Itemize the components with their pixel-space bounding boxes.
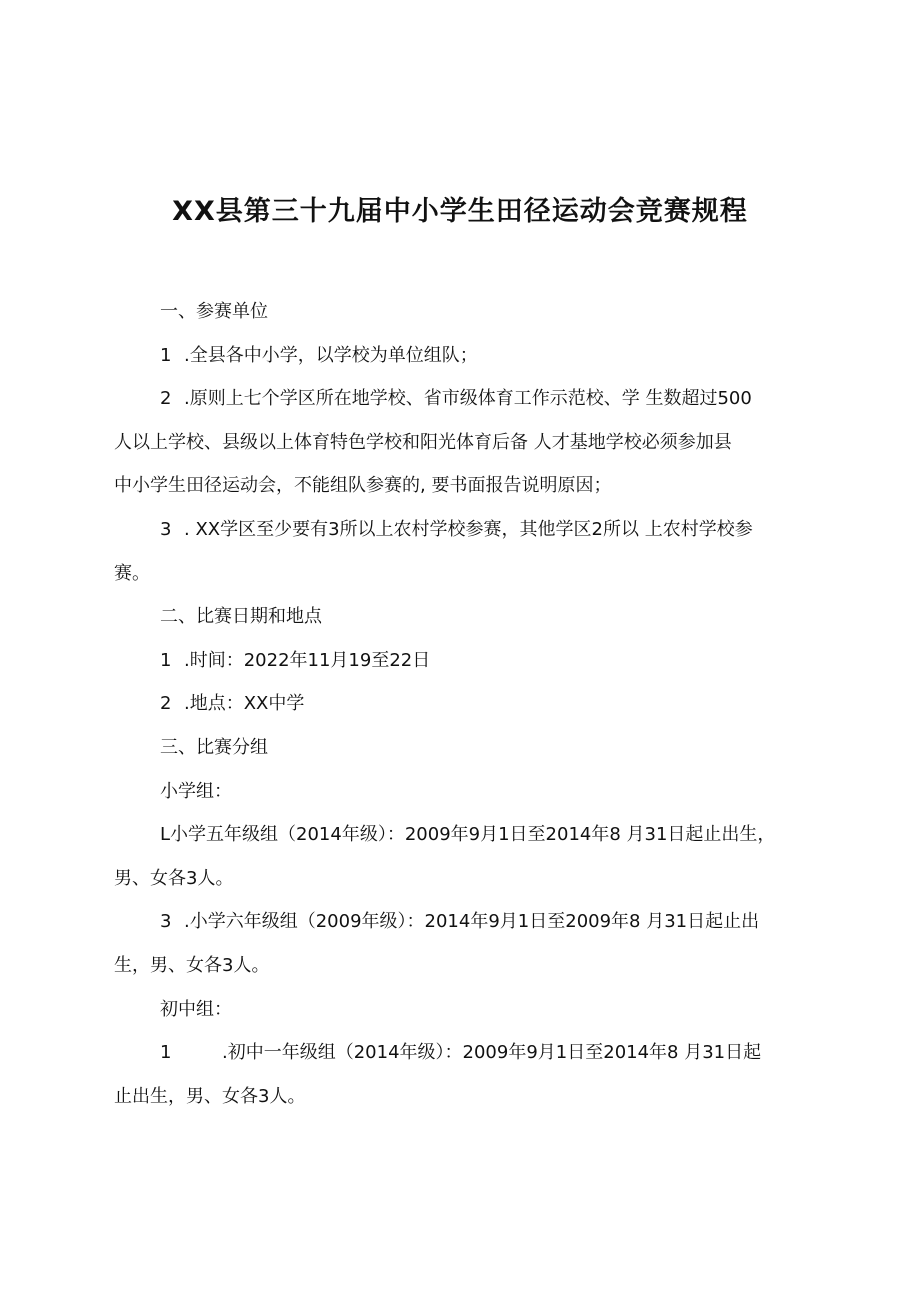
item-text: .小学六年级组（2009年级）：2014年9月1日至2009年8 月31日起止出 (184, 911, 760, 933)
section-heading-participants: 一、参赛单位 (160, 301, 268, 322)
item-text: .原则上七个学区所在地学校、省市级体育工作示范校、学 生数超过500 (184, 388, 752, 410)
document-title: XX县第三十九届中小学生田径运动会竞赛规程 (172, 196, 748, 227)
document-body (114, 290, 806, 1118)
item-text: .时间：2022年11月19至22日 (184, 649, 431, 671)
location-item (114, 682, 806, 726)
junior-group-label: 初中组： (160, 998, 232, 1020)
junior-grade1-line-2: 止出生，男、女各3人。 (114, 1085, 306, 1107)
participants-item-2-line-1 (114, 377, 806, 421)
participants-item-3-line-1 (114, 508, 806, 552)
item-number: 1 (160, 1042, 172, 1064)
item-text: .地点：XX中学 (184, 693, 305, 715)
item-text: .全县各中小学，以学校为单位组队； (184, 344, 478, 366)
item-text: . XX学区至少要有3所以上农村学校参赛，其他学区2所以 上农村学校参 (184, 518, 753, 540)
item-number: 3 (160, 518, 172, 540)
participants-item-3-line-2: 赛。 (114, 562, 150, 584)
section-heading-groups: 三、比赛分组 (160, 736, 268, 758)
date-item (114, 639, 806, 683)
section-heading-date-location: 二、比赛日期和地点 (160, 606, 322, 628)
primary-group-label: 小学组： (160, 780, 232, 802)
participants-item-2-line-2: 人以上学校、县级以上体育特色学校和阳光体育后备 人才基地学校必须参加县 (114, 431, 732, 453)
item-number: 3 (160, 911, 172, 933)
item-text: .初中一年级组（2014年级）：2009年9月1日至2014年8 月31日起 (222, 1042, 762, 1064)
primary-grade5-line-1: L小学五年级组（2014年级）：2009年9月1日至2014年8 月31日起止出生， (160, 824, 776, 846)
primary-grade6-line-1 (114, 900, 806, 944)
item-number: 2 (160, 388, 172, 410)
item-number: 1 (160, 649, 172, 671)
primary-grade5-line-2: 男、女各3人。 (114, 867, 234, 889)
item-number: 1 (160, 344, 172, 366)
item-number: 2 (160, 693, 172, 715)
participants-item-1 (114, 334, 806, 378)
junior-grade1-line-1 (114, 1031, 806, 1075)
participants-item-2-line-3: 中小学生田径运动会，不能组队参赛的, 要书面报告说明原因； (114, 475, 612, 497)
primary-grade6-line-2: 生，男、女各3人。 (114, 954, 270, 976)
